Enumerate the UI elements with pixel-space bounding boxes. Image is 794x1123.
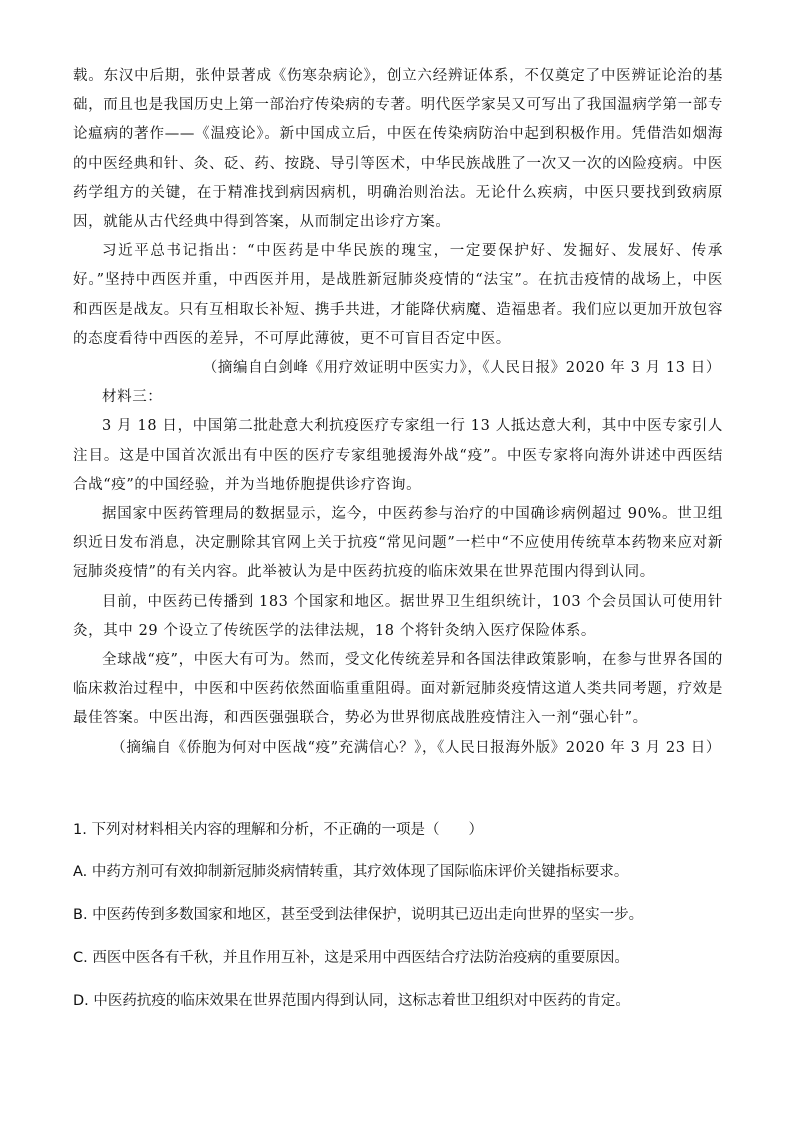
option-a: A. 中药方剂可有效抑制新冠肺炎病情转重，其疗效体现了国际临床评价关键指标要求。	[73, 864, 629, 880]
option-d: D. 中医药抗疫的临床效果在世界范围内得到认同，这标志着世卫组织对中医药的肯定。	[73, 993, 630, 1009]
material-2-source: （摘编自白剑峰《用疗效证明中医实力》，《人民日报》2020 年 3 月 13 日）	[202, 360, 721, 377]
xi-quote-paragraph: 习近平总书记指出：“中医药是中华民族的瑰宝，一定要保护好、发掘好、发展好、传承好。”坚持中西医并重，中西医并用，是战胜新冠肺炎疫情的“法宝”。在抗击疫情的战场上，中医和西医是战友。只有互相取长补短、携手共进，才能降伏病魔、造福患者。我们应以更加开放包容的态度看待中西医的差异，不可厚此薄彼，更不可盲目否定中医。	[73, 243, 723, 347]
material-3-source: （摘编自《侨胞为何对中医战“疫”充满信心？》，《人民日报海外版》2020 年 3 月 23 日）	[111, 739, 721, 756]
option-c: C. 西医中医各有千秋，并且作用互补，这是采用中西医结合疗法防治疫病的重要原因。	[73, 950, 629, 966]
passage-continuation-paragraph: 载。东汉中后期，张仲景著成《伤寒杂病论》，创立六经辨证体系，不仅奠定了中医辨证论治的基础，而且也是我国历史上第一部治疗传染病的专著。明代医学家吴又可写出了我国温病学第一部专论瘟病的著作——《温疫论》。新中国成立后，中医在传染病防治中起到积极作用。凭借浩如烟海的中医经典和针、灸、砭、药、按跷、导引等医术，中华民族战胜了一次又一次的凶险疫病。中医药学组方的关键，在于精准找到病因病机，明确治则治法。无论什么疾病，中医只要找到致病原因，就能从古代经典中得到答案，从而制定出诊疗方案。	[73, 68, 723, 231]
question-1	[73, 816, 723, 1023]
option-b: B. 中医药传到多数国家和地区，甚至受到法律保护，说明其已迈出走向世界的坚实一步。	[73, 907, 644, 923]
material-3-paragraph-3: 目前，中医药已传播到 183 个国家和地区。据世界卫生组织统计，103 个会员国认可使用针灸，其中 29 个设立了传统医学的法律法规，18 个将针灸纳入医疗保险体系。	[73, 593, 723, 639]
material-3-paragraph-1: 3 月 18 日，中国第二批赴意大利抗疫医疗专家组一行 13 人抵达意大利，其中中医专家引人注目。这是中国首次派出有中医的医疗专家组驰援海外战“疫”。中医专家将向海外讲述中西医结合战“疫”的中国经验，并为当地侨胞提供诊疗咨询。	[73, 418, 723, 493]
material-3-label: 材料三：	[102, 389, 163, 406]
reading-passage	[73, 62, 723, 763]
question-stem: 1. 下列对材料相关内容的理解和分析，不正确的一项是（ ）	[73, 822, 483, 838]
material-3-paragraph-2: 据国家中医药管理局的数据显示，迄今，中医药参与治疗的中国确诊病例超过 90%。世卫组织近日发布消息，决定删除其官网上关于抗疫“常见问题”一栏中“不应使用传统草本药物来应对新冠肺炎疫情”的有关内容。此举被认为是中医药抗疫的临床效果在世界范围内得到认同。	[73, 506, 723, 581]
material-3-paragraph-4: 全球战“疫”，中医大有可为。然而，受文化传统差异和各国法律政策影响，在参与世界各国的临床救治过程中，中医和中医药依然面临重重阻碍。面对新冠肺炎疫情这道人类共同考题，疗效是最佳答案。中医出海，和西医强强联合，势必为世界彻底战胜疫情注入一剂“强心针”。	[73, 652, 723, 727]
